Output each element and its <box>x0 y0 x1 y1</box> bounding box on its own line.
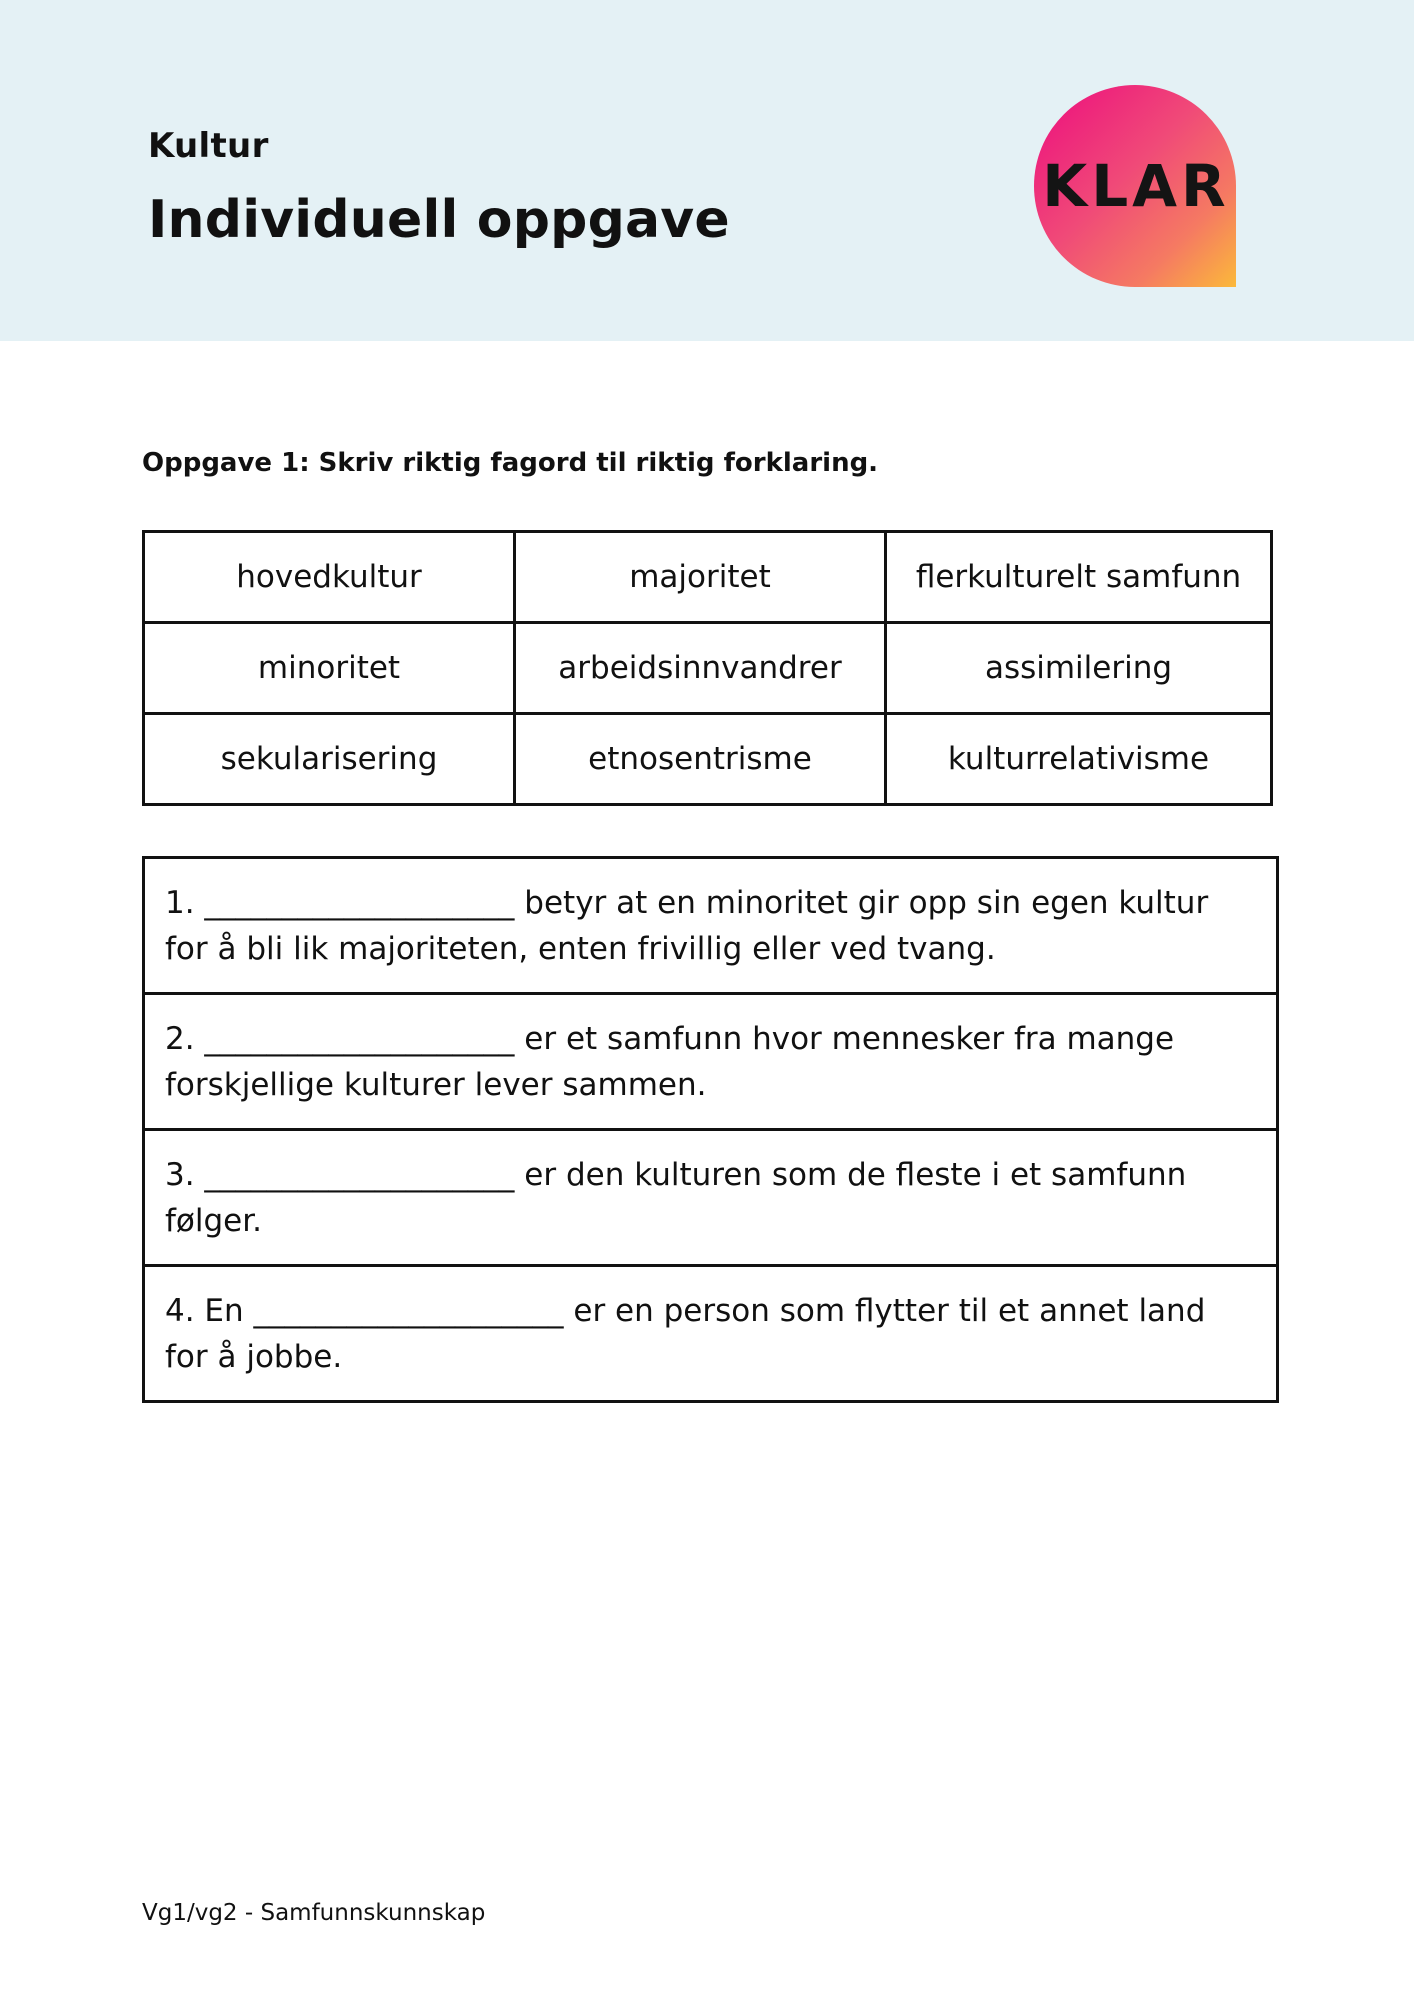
word-cell: etnosentrisme <box>515 714 886 805</box>
question-row <box>144 994 1278 1130</box>
logo-text: KLAR <box>1042 152 1230 220</box>
word-cell: majoritet <box>515 532 886 623</box>
question-row <box>144 858 1278 994</box>
klar-logo <box>1034 85 1236 287</box>
word-bank-table <box>142 530 1273 806</box>
word-cell: assimilering <box>886 623 1272 714</box>
word-bank-row <box>144 714 1272 805</box>
word-cell: flerkulturelt samfunn <box>886 532 1272 623</box>
page-title: Individuell oppgave <box>148 190 730 250</box>
question-2[interactable]: 2. ____________________ er et samfunn hvor mennesker fra mange forskjellige kulturer lever sammen. <box>144 994 1278 1130</box>
task-heading: Oppgave 1: Skriv riktig fagord til riktig forklaring. <box>142 448 879 478</box>
word-cell: minoritet <box>144 623 515 714</box>
subject-label: Kultur <box>148 126 269 166</box>
question-table <box>142 856 1279 1403</box>
word-cell: kulturrelativisme <box>886 714 1272 805</box>
question-1[interactable]: 1. ____________________ betyr at en minoritet gir opp sin egen kultur for å bli lik majoriteten, enten frivillig eller ved tvang. <box>144 858 1278 994</box>
word-cell: sekularisering <box>144 714 515 805</box>
word-bank-row <box>144 532 1272 623</box>
footer-text: Vg1/vg2 - Samfunnskunnskap <box>142 1900 486 1926</box>
word-bank-row <box>144 623 1272 714</box>
question-3[interactable]: 3. ____________________ er den kulturen som de fleste i et samfunn følger. <box>144 1130 1278 1266</box>
word-cell: arbeidsinnvandrer <box>515 623 886 714</box>
question-row <box>144 1266 1278 1402</box>
question-4[interactable]: 4. En ____________________ er en person som flytter til et annet land for å jobbe. <box>144 1266 1278 1402</box>
question-row <box>144 1130 1278 1266</box>
word-cell: hovedkultur <box>144 532 515 623</box>
